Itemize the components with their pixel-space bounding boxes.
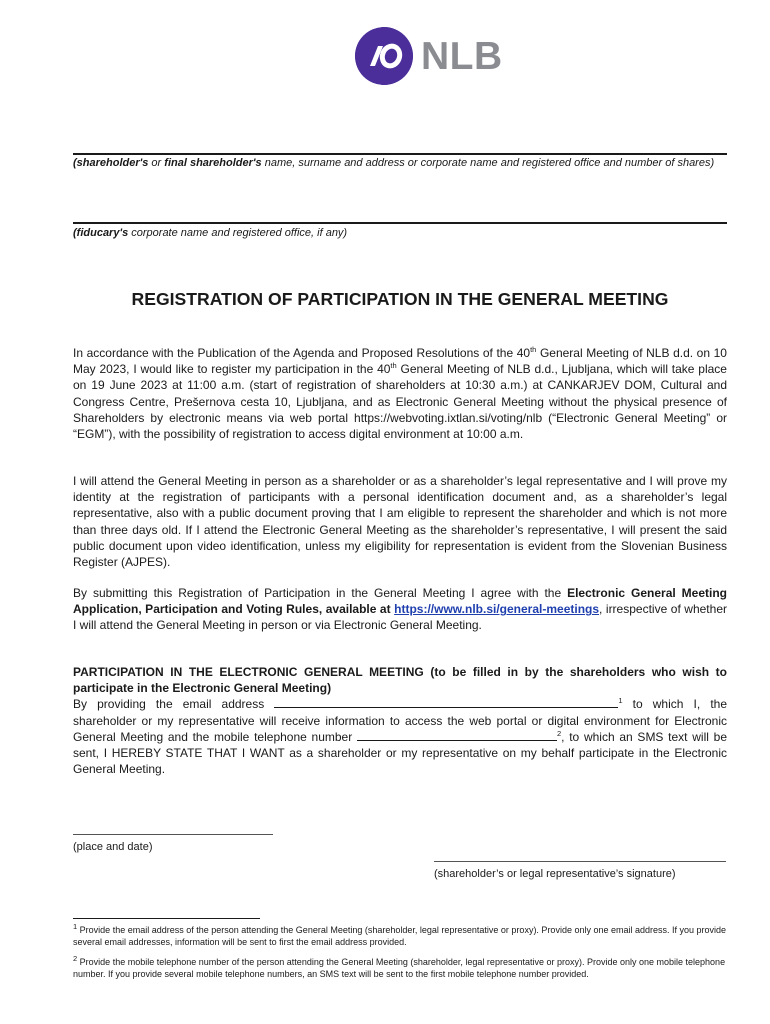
email-field[interactable] [274, 698, 618, 708]
shareholder-caption: (shareholder's or final shareholder's name, surname and address or corporate name and registered office and number of shares) [73, 157, 715, 169]
nlb-logo-word: NLB [421, 34, 503, 78]
egm-heading: PARTICIPATION IN THE ELECTRONIC GENERAL MEETING (to be filled in by the shareholders who wish to participate in the Electronic General Meeting) [73, 665, 727, 696]
place-date-label: (place and date) [73, 841, 153, 853]
footnote-1: $^1$ Provide the email address of the person attending the General Meeting (shareholder, legal representative or proxy). Provide only one email address. If you provide several email addresses, information will be sent to first the email address provided. [73, 922, 727, 947]
intro-paragraph: In accordance with the Publication of the Agenda and Proposed Resolutions of the 40th General Meeting of NLB d.d. on 10 May 2023, I would like to register my participation in the 40th General Meeting of NLB d.d., Ljubljana, which will take place on 19 June 2023 at 11:00 a.m. (start of registration of shareholders at 10:30 a.m.) at CANKARJEV DOM, Cultural and Congress Centre, Prešernova cesta 10, Ljubljana, and as Electronic General Meeting without the physical presence of Shareholders by electronic means via web portal https://webvoting.ixtlan.si/voting/nlb (“Electronic General Meeting” or “EGM”), with the possibility of registration to access digital environment at 10:00 a.m. [73, 345, 727, 442]
shareholder-line[interactable] [73, 153, 727, 155]
footnote-divider [73, 918, 260, 919]
general-meetings-link[interactable]: https://www.nlb.si/general-meetings [394, 602, 600, 617]
place-date-line[interactable] [73, 834, 273, 835]
footnote-2: $^2$ Provide the mobile telephone number of the person attending the General Meeting (shareholder, legal representative or proxy). Provide only one mobile telephone number. If you provide several mobile telephone numbers, an SMS text will be sent to the first mobile telephone number provided. [73, 954, 726, 979]
fiduciary-line[interactable] [73, 222, 727, 224]
egm-section: PARTICIPATION IN THE ELECTRONIC GENERAL MEETING (to be filled in by the shareholders who wish to participate in the Electronic General Meeting) By providing the email address $^1$ to which I, the shareholder or my representative will receive information to access the web portal or digital environment for Electronic General Meeting and the mobile telephone number $^2$, to which an SMS text will be sent, I HEREBY STATE THAT I WANT as a shareholder or my representative on my behalf participate in the Electronic General Meeting. [73, 665, 727, 777]
agreement-paragraph: By submitting this Registration of Participation in the General Meeting I agree with the Electronic General Meeting Application, Participation and Voting Rules, available at https://www.nlb.si/general-meetings, irrespective of whether I will attend the General Meeting in person or via Electronic General Meeting. [73, 586, 727, 633]
fiduciary-caption: (fiducary's corporate name and registered office, if any) [73, 227, 348, 239]
signature-label: (shareholder’s or legal representative’s signature) [434, 868, 676, 880]
nlb-logo [355, 27, 503, 85]
signature-line[interactable] [434, 861, 726, 862]
mobile-phone-field[interactable] [357, 731, 557, 741]
nlb-logo-mark-icon [355, 27, 413, 85]
attendance-paragraph: I will attend the General Meeting in person as a shareholder or as a shareholder’s legal representative and I will prove my identity at the registration of participants with a personal identification document and, as a shareholder’s legal representative, also with a public document proving that I am eligible to represent the shareholder and which is not more than three days old. If I attend the Electronic General Meeting as the shareholder’s representative, I will present the said public document upon video identification, unless my eligibility for representation is evident from the Slovenian Business Register (AJPES). [73, 474, 727, 570]
page-title: REGISTRATION OF PARTICIPATION IN THE GENERAL MEETING [131, 289, 669, 309]
